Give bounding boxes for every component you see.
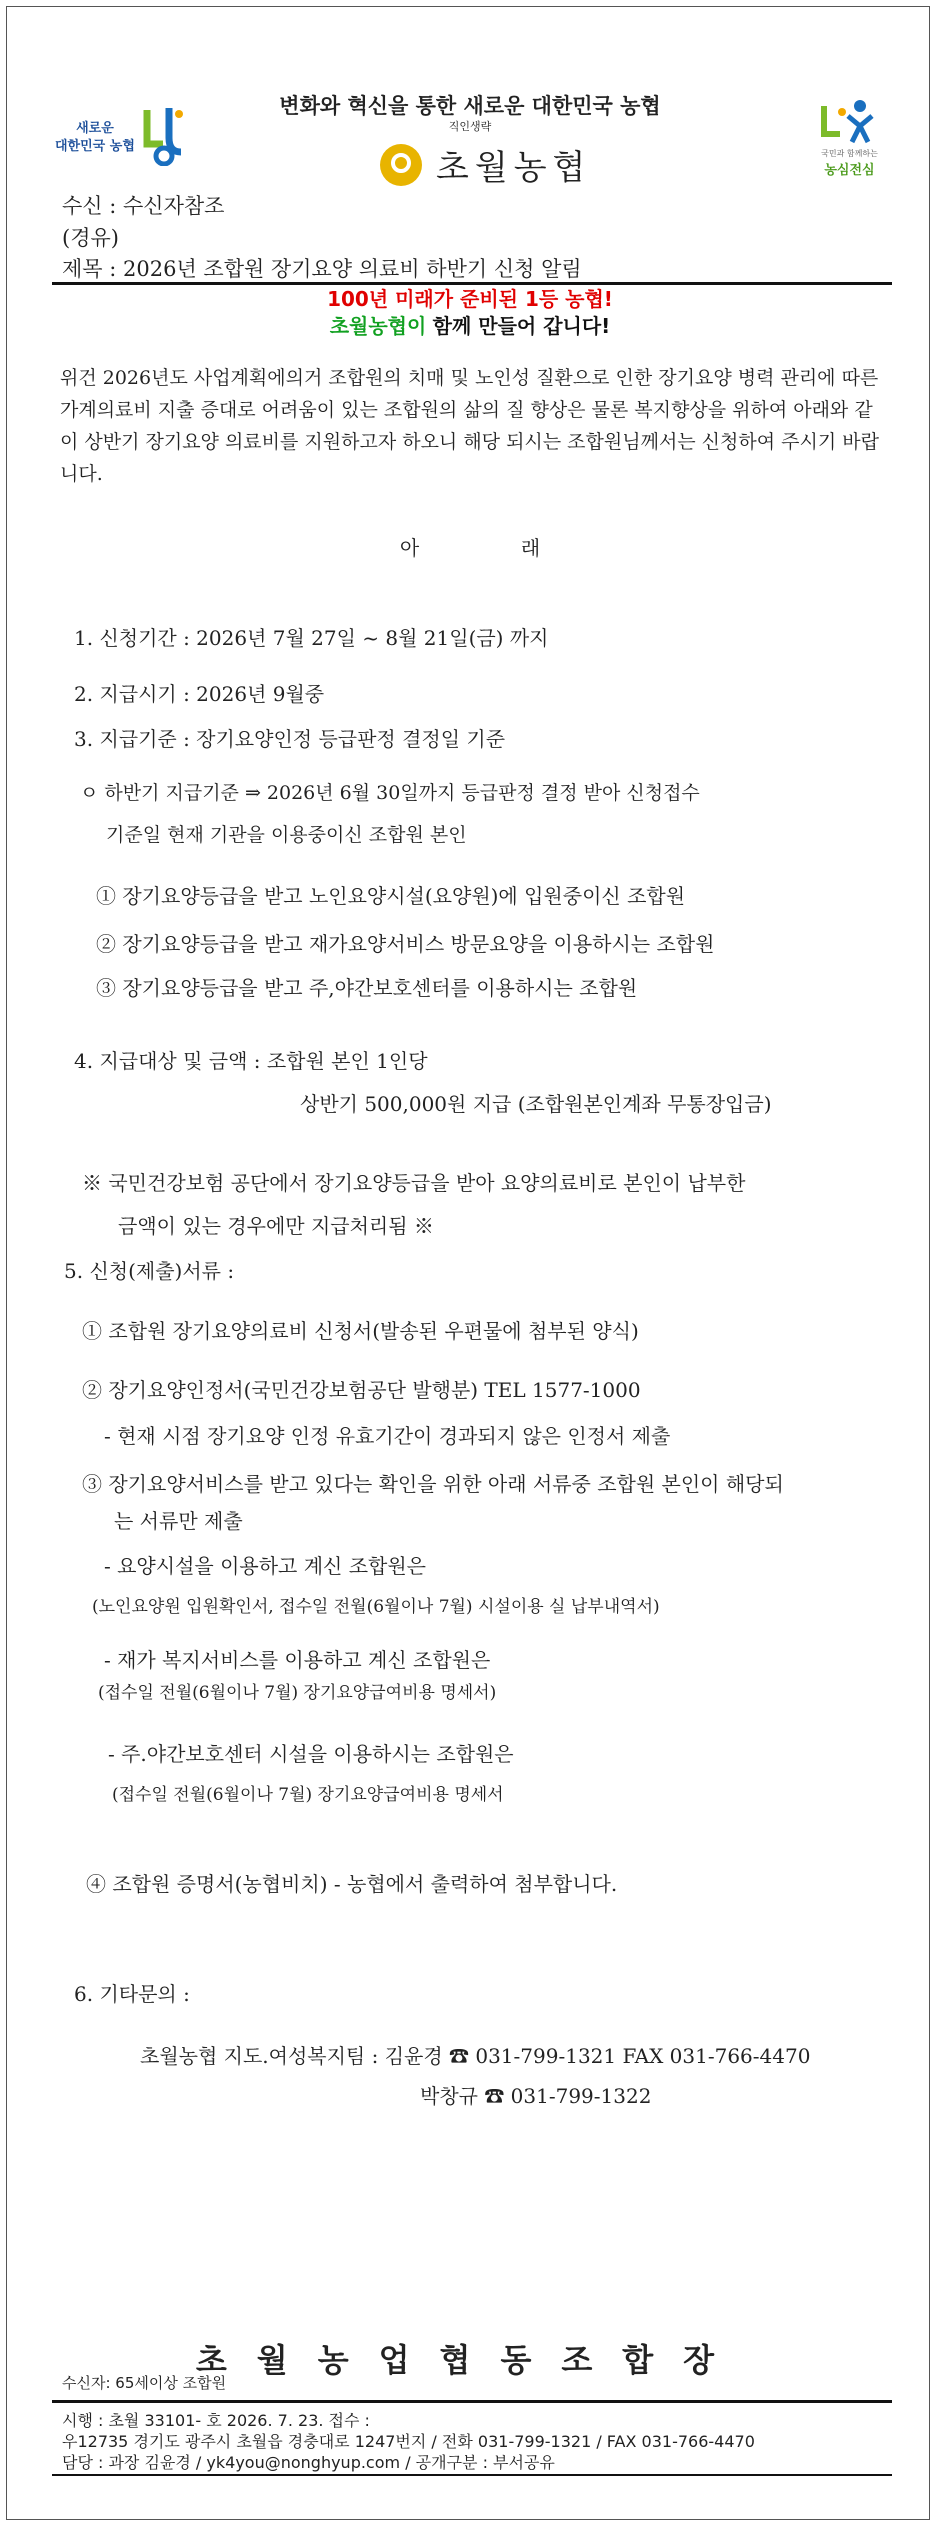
item-2-payment-time: 2. 지급시기 : 2026년 9월중 — [74, 682, 325, 706]
document-3-sub3: - 주.야간보호센터 시설을 이용하시는 조합원은 — [108, 1742, 514, 1766]
recipients-list: 수신자: 65세이상 조합원 — [62, 2374, 227, 2392]
right-logo-line2: 농심전심 — [824, 163, 875, 178]
left-logo-line2: 대한민국 농협 — [55, 139, 135, 154]
subject: 제목 : 2026년 조합원 장기요양 의료비 하반기 신청 알림 — [62, 257, 582, 281]
item-3-note-line1: ㅇ 하반기 지급기준 ⇒ 2026년 6월 30일까지 등급판정 결정 받아 신청접수 — [80, 782, 700, 804]
document-2: ② 장기요양인정서(국민건강보험공단 발행분) TEL 1577-1000 — [82, 1378, 641, 1402]
footer-divider — [52, 2400, 892, 2403]
document-2-sub: - 현재 시점 장기요양 인정 유효기간이 경과되지 않은 인정서 제출 — [104, 1424, 671, 1448]
document-3-sub3-detail: (접수일 전월(6월이나 7월) 장기요양급여비용 명세서 — [112, 1785, 504, 1805]
banner-line1 — [0, 283, 940, 312]
banner-slogan: 100년 미래가 준비된 1등 농협! — [327, 287, 613, 311]
item-4-target: 4. 지급대상 및 금액 : 조합원 본인 1인당 — [74, 1049, 428, 1073]
banner-green: 초월농협이 — [329, 314, 427, 338]
item-5-documents: 5. 신청(제출)서류 : — [64, 1259, 235, 1283]
document-3-sub2: - 재가 복지서비스를 이용하고 계신 조합원은 — [104, 1648, 491, 1672]
document-3-sub2-detail: (접수일 전월(6월이나 7월) 장기요양급여비용 명세서) — [98, 1683, 497, 1703]
document-3-sub1-detail: (노인요양원 입원확인서, 접수일 전월(6월이나 7월) 시설이용 실 납부내역서) — [92, 1597, 660, 1617]
left-logo-line1: 새로운 — [76, 121, 114, 136]
item-3-note-line2: 기준일 현재 기관을 이용중이신 조합원 본인 — [106, 824, 467, 846]
sub-slogan: 직인생략 — [448, 120, 492, 133]
criteria-1: ① 장기요양등급을 받고 노인요양시설(요양원)에 입원중이신 조합원 — [96, 884, 686, 908]
item-4-amount: 상반기 500,000원 지급 (조합원본인계좌 무통장입금) — [300, 1092, 772, 1116]
criteria-3: ③ 장기요양등급을 받고 주,야간보호센터를 이용하시는 조합원 — [96, 976, 638, 1000]
footer-line3: 담당 : 과장 김윤경 / yk4you@nonghyup.com / 공개구분 : 부서공유 — [62, 2453, 555, 2472]
item-1-period: 1. 신청기간 : 2026년 7월 27일 ~ 8월 21일(금) 까지 — [74, 626, 549, 650]
via: (경유) — [62, 226, 119, 250]
warning-line1: ※ 국민건강보험 공단에서 장기요양등급을 받아 요양의료비로 본인이 납부한 — [82, 1171, 746, 1195]
footer-line1: 시행 : 초월 33101- 호 2026. 7. 23. 접수 : — [62, 2411, 370, 2430]
org-name: 초월농협 — [436, 148, 592, 188]
banner-line2 — [0, 310, 940, 339]
issuer-title: 초월농업협동조합장 — [195, 2341, 745, 2379]
notice-heading: 아 래 — [399, 536, 541, 560]
contact-line2: 박창규 ☎ 031-799-1322 — [420, 2084, 652, 2108]
document-4: ④ 조합원 증명서(농협비치) - 농협에서 출력하여 첨부합니다. — [86, 1872, 618, 1896]
warning-line2: 금액이 있는 경우에만 지급처리됨 ※ — [118, 1214, 434, 1238]
footer-bottom-divider — [52, 2474, 892, 2476]
document-3-line2: 는 서류만 제출 — [114, 1509, 243, 1533]
item-6-inquiry: 6. 기타문의 : — [74, 1982, 190, 2006]
item-3-criteria: 3. 지급기준 : 장기요양인정 등급판정 결정일 기준 — [74, 727, 506, 751]
document-1: ① 조합원 장기요양의료비 신청서(발송된 우편물에 첨부된 양식) — [82, 1319, 639, 1343]
nh-emblem-icon — [380, 144, 422, 186]
document-3-sub1: - 요양시설을 이용하고 계신 조합원은 — [104, 1554, 426, 1578]
slogan: 변화와 혁신을 통한 새로운 대한민국 농협 — [279, 93, 661, 118]
footer-line2: 우12735 경기도 광주시 초월읍 경충대로 1247번지 / 전화 031-799-1321 / FAX 031-766-4470 — [62, 2432, 755, 2451]
document-3-line1: ③ 장기요양서비스를 받고 있다는 확인을 위한 아래 서류중 조합원 본인이 해당되 — [82, 1472, 784, 1496]
intro-paragraph: 위건 2026년도 사업계획에의거 조합원의 치매 및 노인성 질환으로 인한 장기요양 병력 관리에 따른 가계의료비 지출 증대로 어려움이 있는 조합원의 삶의 질 향상은 물론 복지향상을 위하여 아래와 같이 상반기 장기요양 의료비를 지원하고자 하오니 해당 되시는 조합원님께서는 신청하여 주시기 바랍니다. — [60, 367, 879, 485]
criteria-2: ② 장기요양등급을 받고 재가요양서비스 방문요양을 이용하시는 조합원 — [96, 932, 715, 956]
org-title — [380, 140, 591, 189]
recipient: 수신 : 수신자참조 — [62, 194, 225, 218]
contact-line1: 초월농협 지도.여성복지팀 : 김윤경 ☎ 031-799-1321 FAX 031-766-4470 — [140, 2044, 811, 2068]
right-logo-line1: 국민과 함께하는 — [821, 149, 878, 158]
banner-black: 함께 만들어 갑니다! — [432, 314, 611, 338]
